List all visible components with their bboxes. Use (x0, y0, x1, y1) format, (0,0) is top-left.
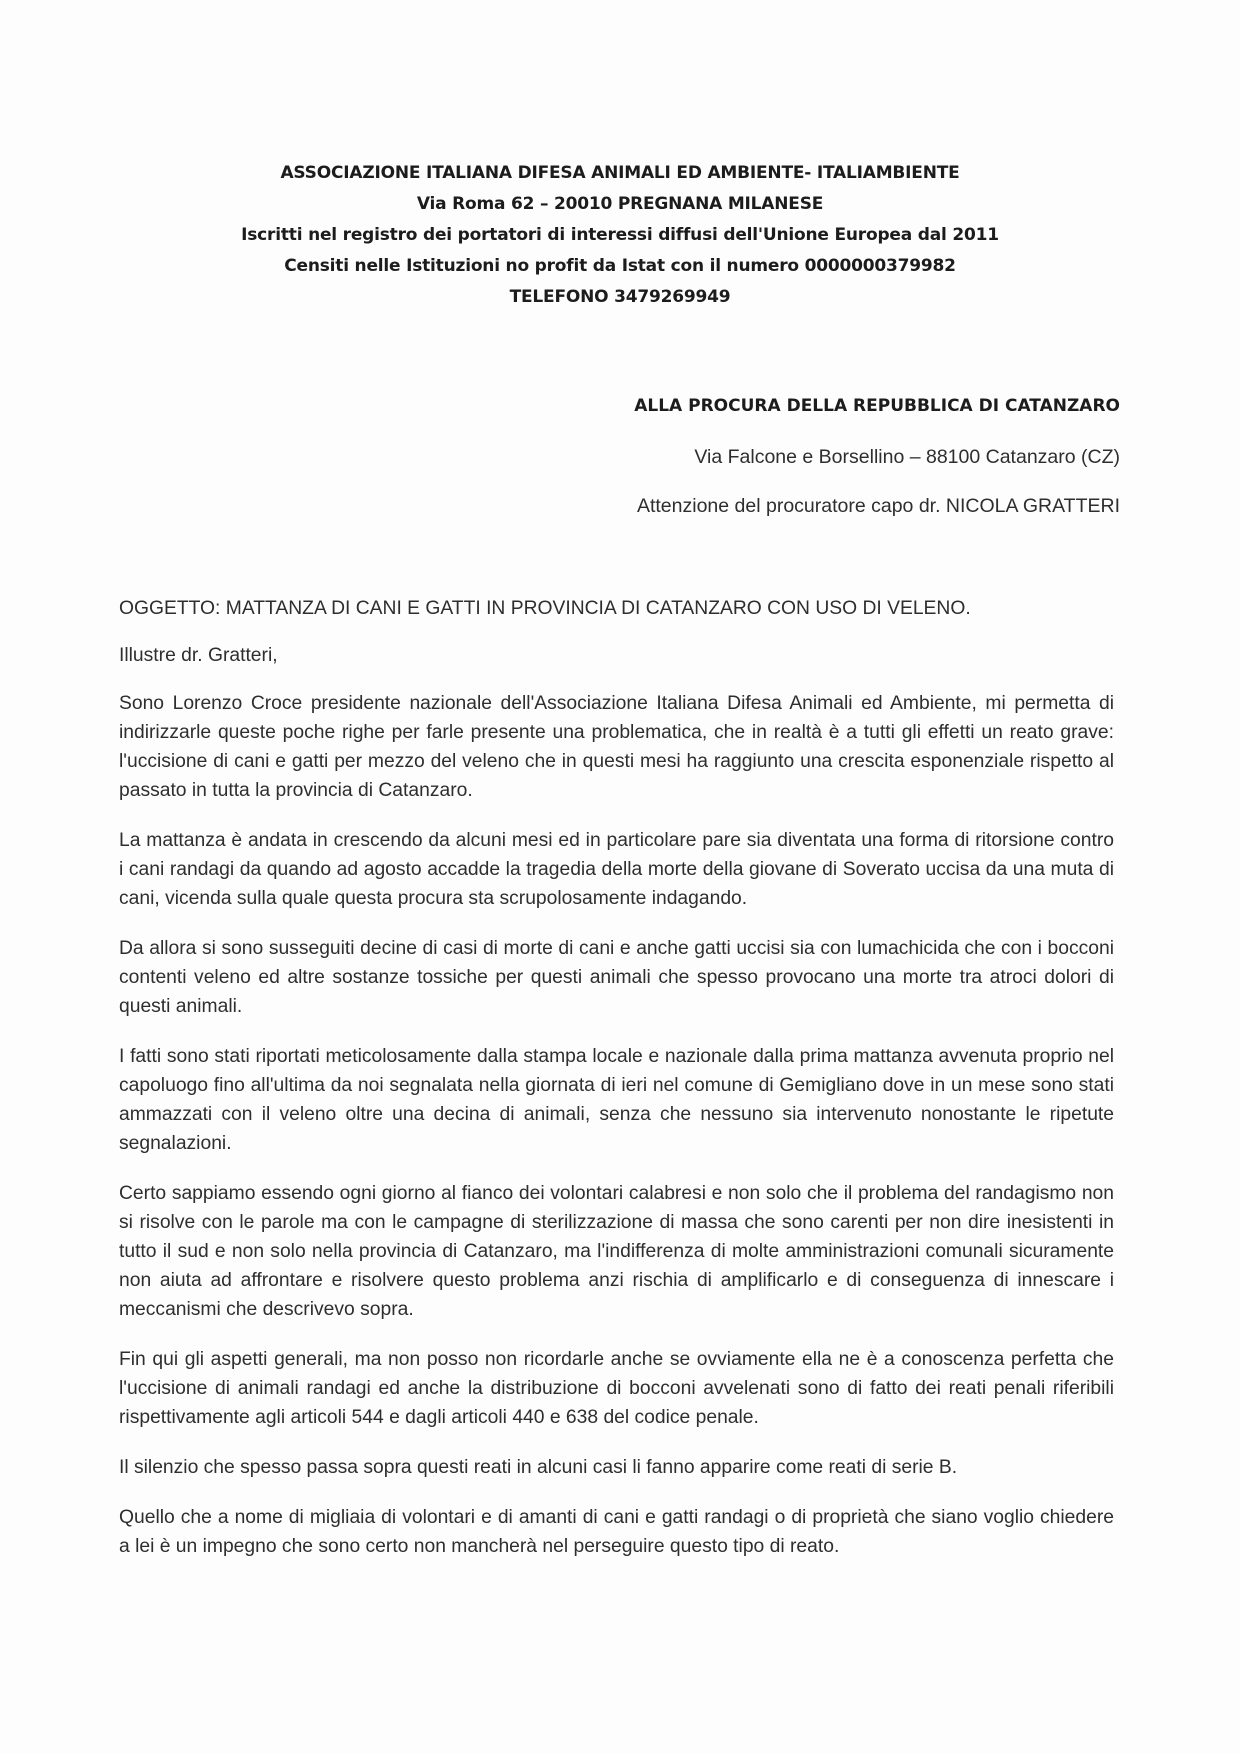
letter-paragraph: Quello che a nome di migliaia di volontari e di amanti di cani e gatti randagi o di proprietà che siano voglio chiedere a lei è un impegno che sono certo non mancherà nel perseguire questo tipo di reato. (119, 1507, 1114, 1557)
letter-paragraph: Sono Lorenzo Croce presidente nazionale dell'Associazione Italiana Difesa Animali ed Ambiente, mi permetta di indirizzarle queste poche righe per farle presente una problematica, che in realtà è a tutti gli effetti un reato grave: l'uccisione di cani e gatti per mezzo del veleno che in questi mesi ha raggiunto una crescita esponenziale rispetto al passato in tutta la provincia di Catanzaro. (119, 693, 1114, 801)
letter-body (119, 689, 1114, 1582)
letterhead-phone: TELEFONO 3479269949 (509, 287, 731, 307)
recipient-name: ALLA PROCURA DELLA REPUBBLICA DI CATANZARO (634, 396, 1120, 416)
letterhead-association-name: ASSOCIAZIONE ITALIANA DIFESA ANIMALI ED AMBIENTE- ITALIAMBIENTE (280, 163, 960, 183)
letter-paragraph: Da allora si sono susseguiti decine di casi di morte di cani e anche gatti uccisi sia con lumachicida che con i bocconi contenti veleno ed altre sostanze tossiche per questi animali che spesso provocano una morte tra atroci dolori di questi animali. (119, 938, 1114, 1017)
letter-paragraph: I fatti sono stati riportati meticolosamente dalla stampa locale e nazionale dalla prima mattanza avvenuta proprio nel capoluogo fino all'ultima da noi segnalata nella giornata di ieri nel comune di Gemigliano dove in un mese sono stati ammazzati con il veleno oltre una decina di animali, senza che nessuno sia intervenuto nonostante le ripetute segnalazioni. (119, 1046, 1114, 1154)
letterhead-address: Via Roma 62 – 20010 PREGNANA MILANESE (416, 194, 824, 214)
recipient-attention: Attenzione del procuratore capo dr. NICOLA GRATTERI (636, 495, 1120, 517)
letter-paragraph: Fin qui gli aspetti generali, ma non posso non ricordarle anche se ovviamente ella ne è a conoscenza perfetta che l'uccisione di animali randagi ed anche la distribuzione di bocconi avvelenati sono di fatto dei reati penali riferibili rispettivamente agli articoli 544 e dagli articoli 440 e 638 del codice penale. (119, 1349, 1114, 1428)
recipient-address: Via Falcone e Borsellino – 88100 Catanzaro (CZ) (694, 446, 1120, 468)
letter-salutation: Illustre dr. Gratteri, (119, 645, 278, 666)
letterhead (0, 158, 1240, 313)
letterhead-istat-number: Censiti nelle Istituzioni no profit da Istat con il numero 0000000379982 (284, 256, 956, 276)
letter-paragraph: Il silenzio che spesso passa sopra questi reati in alcuni casi li fanno apparire come reati di serie B. (119, 1457, 958, 1478)
letter-paragraph: Certo sappiamo essendo ogni giorno al fianco dei volontari calabresi e non solo che il problema del randagismo non si risolve con le parole ma con le campagne di sterilizzazione di massa che sono carenti per non dire inesistenti in tutto il sud e non solo nella provincia di Catanzaro, ma l'indifferenza di molte amministrazioni comunali sicuramente non aiuta ad affrontare e risolvere questo problema anzi rischia di amplificarlo e di conseguenza di innescare i meccanismi che descrivevo sopra. (119, 1183, 1114, 1320)
letterhead-eu-registry: Iscritti nel registro dei portatori di interessi diffusi dell'Unione Europea dal 2011 (241, 225, 999, 245)
letter-paragraph: La mattanza è andata in crescendo da alcuni mesi ed in particolare pare sia diventata una forma di ritorsione contro i cani randagi da quando ad agosto accadde la tragedia della morte della giovane di Soverato uccisa da una muta di cani, vicenda sulla quale questa procura sta scrupolosamente indagando. (119, 830, 1114, 909)
letter-subject: OGGETTO: MATTANZA DI CANI E GATTI IN PROVINCIA DI CATANZARO CON USO DI VELENO. (119, 598, 971, 619)
